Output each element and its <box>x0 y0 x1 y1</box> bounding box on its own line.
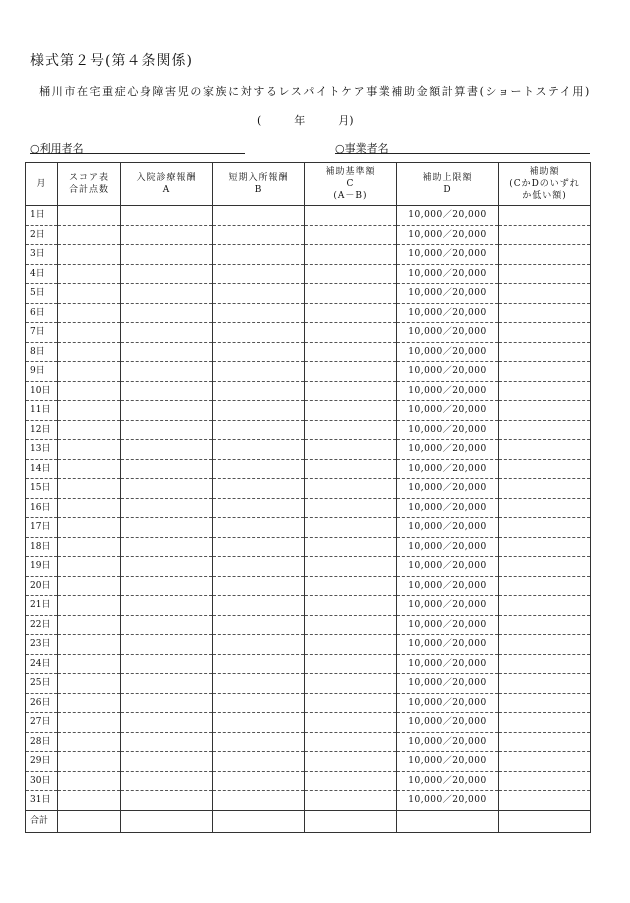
shortstay-fee-cell[interactable] <box>213 342 305 362</box>
table-row <box>26 674 591 694</box>
table-row <box>26 206 591 226</box>
day-cell: 20日 <box>26 576 58 596</box>
day-cell: 9日 <box>26 362 58 382</box>
limit-amount-cell: 10,000／20,000 <box>397 557 499 577</box>
table-row <box>26 771 591 791</box>
subsidy-amount-cell[interactable] <box>499 615 591 635</box>
standard-amount-cell[interactable] <box>305 381 397 401</box>
score-cell[interactable] <box>58 245 121 265</box>
limit-amount-cell: 10,000／20,000 <box>397 284 499 304</box>
standard-amount-cell[interactable] <box>305 245 397 265</box>
inpatient-fee-cell[interactable] <box>121 752 213 772</box>
score-cell[interactable] <box>58 342 121 362</box>
total-shortstay-cell[interactable] <box>213 810 305 832</box>
inpatient-fee-cell[interactable] <box>121 713 213 733</box>
limit-amount-cell: 10,000／20,000 <box>397 693 499 713</box>
table-row <box>26 518 591 538</box>
subsidy-amount-cell[interactable] <box>499 635 591 655</box>
day-cell: 4日 <box>26 264 58 284</box>
day-cell: 15日 <box>26 479 58 499</box>
subsidy-amount-cell[interactable] <box>499 440 591 460</box>
inpatient-fee-cell[interactable] <box>121 654 213 674</box>
inpatient-fee-cell[interactable] <box>121 264 213 284</box>
header-inpatient-fee: 入院診療報酬 A <box>121 163 213 206</box>
day-cell: 29日 <box>26 752 58 772</box>
subsidy-amount-cell[interactable] <box>499 537 591 557</box>
period-field[interactable]: ( 年 月) <box>257 114 354 127</box>
shortstay-fee-cell[interactable] <box>213 654 305 674</box>
limit-amount-cell: 10,000／20,000 <box>397 654 499 674</box>
day-cell: 25日 <box>26 674 58 694</box>
table-row <box>26 596 591 616</box>
inpatient-fee-cell[interactable] <box>121 401 213 421</box>
day-cell: 31日 <box>26 791 58 811</box>
subsidy-amount-cell[interactable] <box>499 693 591 713</box>
inpatient-fee-cell[interactable] <box>121 362 213 382</box>
subsidy-amount-cell[interactable] <box>499 479 591 499</box>
standard-amount-cell[interactable] <box>305 791 397 811</box>
standard-amount-cell[interactable] <box>305 206 397 226</box>
score-cell[interactable] <box>58 771 121 791</box>
table-row <box>26 362 591 382</box>
subsidy-amount-cell[interactable] <box>499 654 591 674</box>
day-cell: 16日 <box>26 498 58 518</box>
score-cell[interactable] <box>58 206 121 226</box>
score-cell[interactable] <box>58 518 121 538</box>
subsidy-amount-cell[interactable] <box>499 264 591 284</box>
subsidy-amount-cell[interactable] <box>499 557 591 577</box>
inpatient-fee-cell[interactable] <box>121 284 213 304</box>
table-row <box>26 615 591 635</box>
day-cell: 19日 <box>26 557 58 577</box>
day-cell: 8日 <box>26 342 58 362</box>
standard-amount-cell[interactable] <box>305 303 397 323</box>
shortstay-fee-cell[interactable] <box>213 303 305 323</box>
limit-amount-cell: 10,000／20,000 <box>397 401 499 421</box>
table-row <box>26 342 591 362</box>
subsidy-amount-cell[interactable] <box>499 576 591 596</box>
table-row <box>26 791 591 811</box>
header-limit-amount: 補助上限額 D <box>397 163 499 206</box>
subsidy-amount-cell[interactable] <box>499 323 591 343</box>
shortstay-fee-cell[interactable] <box>213 557 305 577</box>
table-row <box>26 440 591 460</box>
inpatient-fee-cell[interactable] <box>121 459 213 479</box>
score-cell[interactable] <box>58 654 121 674</box>
standard-amount-cell[interactable] <box>305 420 397 440</box>
day-cell: 6日 <box>26 303 58 323</box>
table-row <box>26 225 591 245</box>
form-number: 様式第２号(第４条関係) <box>30 53 193 69</box>
subsidy-amount-cell[interactable] <box>499 401 591 421</box>
standard-amount-cell[interactable] <box>305 479 397 499</box>
day-cell: 11日 <box>26 401 58 421</box>
subsidy-amount-cell[interactable] <box>499 771 591 791</box>
shortstay-fee-cell[interactable] <box>213 693 305 713</box>
day-cell: 28日 <box>26 732 58 752</box>
day-cell: 17日 <box>26 518 58 538</box>
subsidy-amount-cell[interactable] <box>499 674 591 694</box>
inpatient-fee-cell[interactable] <box>121 323 213 343</box>
subsidy-amount-cell[interactable] <box>499 732 591 752</box>
header-score: スコア表 合計点数 <box>58 163 121 206</box>
inpatient-fee-cell[interactable] <box>121 245 213 265</box>
subsidy-amount-cell[interactable] <box>499 284 591 304</box>
limit-amount-cell: 10,000／20,000 <box>397 498 499 518</box>
shortstay-fee-cell[interactable] <box>213 576 305 596</box>
inpatient-fee-cell[interactable] <box>121 615 213 635</box>
standard-amount-cell[interactable] <box>305 693 397 713</box>
day-cell: 23日 <box>26 635 58 655</box>
standard-amount-cell[interactable] <box>305 557 397 577</box>
score-cell[interactable] <box>58 674 121 694</box>
limit-amount-cell: 10,000／20,000 <box>397 752 499 772</box>
subsidy-amount-cell[interactable] <box>499 206 591 226</box>
subsidy-amount-cell[interactable] <box>499 342 591 362</box>
day-cell: 10日 <box>26 381 58 401</box>
standard-amount-cell[interactable] <box>305 576 397 596</box>
inpatient-fee-cell[interactable] <box>121 771 213 791</box>
shortstay-fee-cell[interactable] <box>213 771 305 791</box>
inpatient-fee-cell[interactable] <box>121 381 213 401</box>
standard-amount-cell[interactable] <box>305 401 397 421</box>
day-cell: 21日 <box>26 596 58 616</box>
score-cell[interactable] <box>58 479 121 499</box>
standard-amount-cell[interactable] <box>305 615 397 635</box>
standard-amount-cell[interactable] <box>305 284 397 304</box>
inpatient-fee-cell[interactable] <box>121 518 213 538</box>
limit-amount-cell: 10,000／20,000 <box>397 264 499 284</box>
standard-amount-cell[interactable] <box>305 225 397 245</box>
shortstay-fee-cell[interactable] <box>213 732 305 752</box>
table-row <box>26 381 591 401</box>
shortstay-fee-cell[interactable] <box>213 596 305 616</box>
standard-amount-cell[interactable] <box>305 752 397 772</box>
score-cell[interactable] <box>58 498 121 518</box>
table-row <box>26 479 591 499</box>
total-inpatient-cell[interactable] <box>121 810 213 832</box>
limit-amount-cell: 10,000／20,000 <box>397 342 499 362</box>
day-cell: 22日 <box>26 615 58 635</box>
total-limit-cell[interactable] <box>397 810 499 832</box>
standard-amount-cell[interactable] <box>305 362 397 382</box>
standard-amount-cell[interactable] <box>305 654 397 674</box>
score-cell[interactable] <box>58 713 121 733</box>
shortstay-fee-cell[interactable] <box>213 498 305 518</box>
subsidy-amount-cell[interactable] <box>499 498 591 518</box>
inpatient-fee-cell[interactable] <box>121 791 213 811</box>
table-row <box>26 635 591 655</box>
score-cell[interactable] <box>58 225 121 245</box>
shortstay-fee-cell[interactable] <box>213 225 305 245</box>
inpatient-fee-cell[interactable] <box>121 342 213 362</box>
total-amount-cell[interactable] <box>499 810 591 832</box>
limit-amount-cell: 10,000／20,000 <box>397 362 499 382</box>
score-cell[interactable] <box>58 732 121 752</box>
inpatient-fee-cell[interactable] <box>121 479 213 499</box>
shortstay-fee-cell[interactable] <box>213 323 305 343</box>
limit-amount-cell: 10,000／20,000 <box>397 225 499 245</box>
standard-amount-cell[interactable] <box>305 732 397 752</box>
subsidy-amount-cell[interactable] <box>499 791 591 811</box>
table-row <box>26 284 591 304</box>
score-cell[interactable] <box>58 440 121 460</box>
limit-amount-cell: 10,000／20,000 <box>397 713 499 733</box>
shortstay-fee-cell[interactable] <box>213 752 305 772</box>
subsidy-amount-cell[interactable] <box>499 420 591 440</box>
subsidy-amount-cell[interactable] <box>499 245 591 265</box>
table-row <box>26 459 591 479</box>
table-row <box>26 245 591 265</box>
limit-amount-cell: 10,000／20,000 <box>397 771 499 791</box>
shortstay-fee-cell[interactable] <box>213 674 305 694</box>
subsidy-amount-cell[interactable] <box>499 752 591 772</box>
table-row <box>26 303 591 323</box>
shortstay-fee-cell[interactable] <box>213 206 305 226</box>
shortstay-fee-cell[interactable] <box>213 537 305 557</box>
day-cell: 14日 <box>26 459 58 479</box>
limit-amount-cell: 10,000／20,000 <box>397 323 499 343</box>
shortstay-fee-cell[interactable] <box>213 440 305 460</box>
inpatient-fee-cell[interactable] <box>121 693 213 713</box>
day-cell: 18日 <box>26 537 58 557</box>
shortstay-fee-cell[interactable] <box>213 245 305 265</box>
shortstay-fee-cell[interactable] <box>213 264 305 284</box>
limit-amount-cell: 10,000／20,000 <box>397 635 499 655</box>
inpatient-fee-cell[interactable] <box>121 537 213 557</box>
standard-amount-cell[interactable] <box>305 342 397 362</box>
table-row <box>26 420 591 440</box>
inpatient-fee-cell[interactable] <box>121 732 213 752</box>
limit-amount-cell: 10,000／20,000 <box>397 479 499 499</box>
score-cell[interactable] <box>58 537 121 557</box>
day-cell: 27日 <box>26 713 58 733</box>
limit-amount-cell: 10,000／20,000 <box>397 732 499 752</box>
calculation-table <box>25 162 591 833</box>
table-row <box>26 732 591 752</box>
table-row <box>26 537 591 557</box>
limit-amount-cell: 10,000／20,000 <box>397 440 499 460</box>
shortstay-fee-cell[interactable] <box>213 713 305 733</box>
day-cell: 13日 <box>26 440 58 460</box>
standard-amount-cell[interactable] <box>305 674 397 694</box>
day-cell: 12日 <box>26 420 58 440</box>
table-row <box>26 576 591 596</box>
subsidy-amount-cell[interactable] <box>499 303 591 323</box>
score-cell[interactable] <box>58 459 121 479</box>
standard-amount-cell[interactable] <box>305 498 397 518</box>
header-row <box>26 163 591 206</box>
standard-amount-cell[interactable] <box>305 459 397 479</box>
standard-amount-cell[interactable] <box>305 264 397 284</box>
limit-amount-cell: 10,000／20,000 <box>397 537 499 557</box>
shortstay-fee-cell[interactable] <box>213 420 305 440</box>
inpatient-fee-cell[interactable] <box>121 206 213 226</box>
inpatient-fee-cell[interactable] <box>121 225 213 245</box>
limit-amount-cell: 10,000／20,000 <box>397 303 499 323</box>
shortstay-fee-cell[interactable] <box>213 615 305 635</box>
day-cell: 3日 <box>26 245 58 265</box>
shortstay-fee-cell[interactable] <box>213 284 305 304</box>
user-name-field[interactable]: ○利用者名 <box>30 140 245 154</box>
shortstay-fee-cell[interactable] <box>213 479 305 499</box>
limit-amount-cell: 10,000／20,000 <box>397 420 499 440</box>
score-cell[interactable] <box>58 596 121 616</box>
standard-amount-cell[interactable] <box>305 771 397 791</box>
limit-amount-cell: 10,000／20,000 <box>397 615 499 635</box>
day-cell: 26日 <box>26 693 58 713</box>
table-row <box>26 264 591 284</box>
inpatient-fee-cell[interactable] <box>121 576 213 596</box>
inpatient-fee-cell[interactable] <box>121 635 213 655</box>
standard-amount-cell[interactable] <box>305 440 397 460</box>
limit-amount-cell: 10,000／20,000 <box>397 381 499 401</box>
table-row <box>26 498 591 518</box>
score-cell[interactable] <box>58 615 121 635</box>
header-subsidy-amount: 補助額 (CかDのいずれ か低い額) <box>499 163 591 206</box>
score-cell[interactable] <box>58 576 121 596</box>
limit-amount-cell: 10,000／20,000 <box>397 518 499 538</box>
inpatient-fee-cell[interactable] <box>121 440 213 460</box>
header-month: 月 <box>26 163 58 206</box>
table-row <box>26 752 591 772</box>
total-standard-cell[interactable] <box>305 810 397 832</box>
table-row <box>26 323 591 343</box>
score-cell[interactable] <box>58 323 121 343</box>
score-cell[interactable] <box>58 381 121 401</box>
standard-amount-cell[interactable] <box>305 518 397 538</box>
day-cell: 1日 <box>26 206 58 226</box>
total-row <box>26 810 591 832</box>
shortstay-fee-cell[interactable] <box>213 635 305 655</box>
total-score-cell[interactable] <box>58 810 121 832</box>
inpatient-fee-cell[interactable] <box>121 557 213 577</box>
limit-amount-cell: 10,000／20,000 <box>397 576 499 596</box>
document-title: 桶川市在宅重症心身障害児の家族に対するレスパイトケア事業補助金額計算書(ショートステイ用) <box>39 85 591 98</box>
limit-amount-cell: 10,000／20,000 <box>397 206 499 226</box>
inpatient-fee-cell[interactable] <box>121 596 213 616</box>
subsidy-amount-cell[interactable] <box>499 713 591 733</box>
day-cell: 5日 <box>26 284 58 304</box>
table-row <box>26 713 591 733</box>
inpatient-fee-cell[interactable] <box>121 674 213 694</box>
score-cell[interactable] <box>58 791 121 811</box>
score-cell[interactable] <box>58 303 121 323</box>
score-cell[interactable] <box>58 635 121 655</box>
shortstay-fee-cell[interactable] <box>213 459 305 479</box>
inpatient-fee-cell[interactable] <box>121 303 213 323</box>
subsidy-amount-cell[interactable] <box>499 596 591 616</box>
day-cell: 24日 <box>26 654 58 674</box>
limit-amount-cell: 10,000／20,000 <box>397 791 499 811</box>
table-row <box>26 693 591 713</box>
subsidy-amount-cell[interactable] <box>499 459 591 479</box>
standard-amount-cell[interactable] <box>305 635 397 655</box>
header-shortstay-fee: 短期入所報酬 B <box>213 163 305 206</box>
standard-amount-cell[interactable] <box>305 537 397 557</box>
shortstay-fee-cell[interactable] <box>213 401 305 421</box>
limit-amount-cell: 10,000／20,000 <box>397 245 499 265</box>
inpatient-fee-cell[interactable] <box>121 498 213 518</box>
standard-amount-cell[interactable] <box>305 596 397 616</box>
table-row <box>26 654 591 674</box>
score-cell[interactable] <box>58 693 121 713</box>
score-cell[interactable] <box>58 557 121 577</box>
shortstay-fee-cell[interactable] <box>213 381 305 401</box>
subsidy-amount-cell[interactable] <box>499 225 591 245</box>
day-cell: 30日 <box>26 771 58 791</box>
score-cell[interactable] <box>58 362 121 382</box>
score-cell[interactable] <box>58 420 121 440</box>
subsidy-amount-cell[interactable] <box>499 362 591 382</box>
score-cell[interactable] <box>58 401 121 421</box>
header-standard-amount: 補助基準額 C (A－B) <box>305 163 397 206</box>
limit-amount-cell: 10,000／20,000 <box>397 596 499 616</box>
total-label: 合計 <box>26 810 58 832</box>
subsidy-amount-cell[interactable] <box>499 381 591 401</box>
subsidy-amount-cell[interactable] <box>499 518 591 538</box>
limit-amount-cell: 10,000／20,000 <box>397 459 499 479</box>
inpatient-fee-cell[interactable] <box>121 420 213 440</box>
day-cell: 2日 <box>26 225 58 245</box>
table-row <box>26 557 591 577</box>
standard-amount-cell[interactable] <box>305 323 397 343</box>
score-cell[interactable] <box>58 264 121 284</box>
standard-amount-cell[interactable] <box>305 713 397 733</box>
shortstay-fee-cell[interactable] <box>213 518 305 538</box>
score-cell[interactable] <box>58 752 121 772</box>
shortstay-fee-cell[interactable] <box>213 791 305 811</box>
provider-name-field[interactable]: ○事業者名 <box>335 140 590 154</box>
shortstay-fee-cell[interactable] <box>213 362 305 382</box>
limit-amount-cell: 10,000／20,000 <box>397 674 499 694</box>
day-cell: 7日 <box>26 323 58 343</box>
table-row <box>26 401 591 421</box>
score-cell[interactable] <box>58 284 121 304</box>
